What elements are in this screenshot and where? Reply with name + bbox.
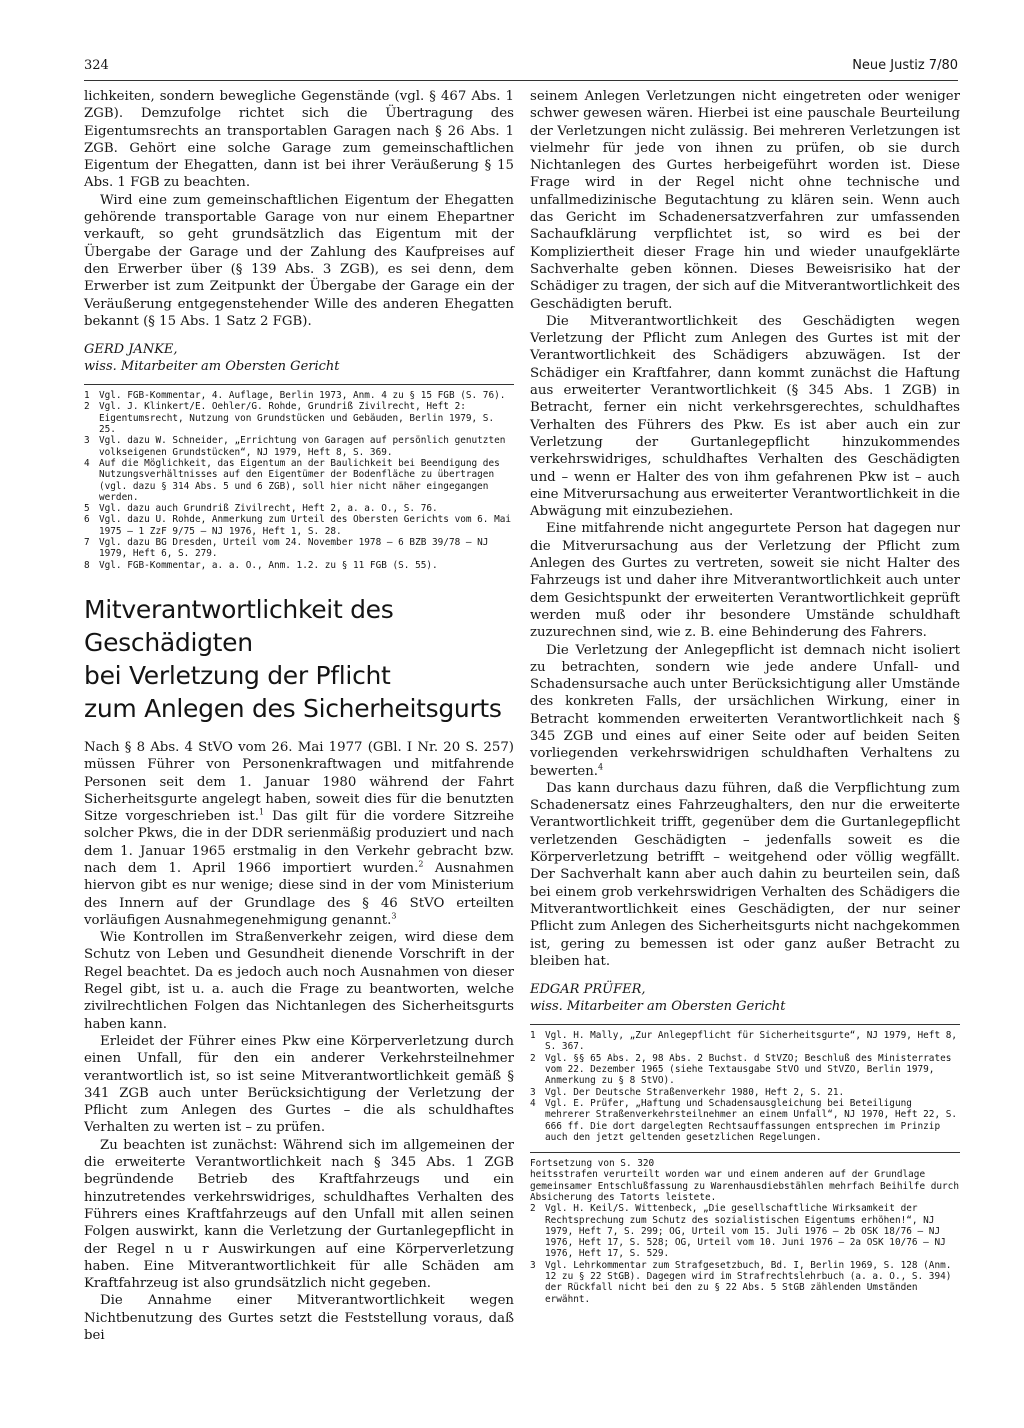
author-name: GERD JANKE, (84, 342, 178, 358)
continuation-text: heitsstrafen verurteilt worden war und einem anderen auf der Grundlage gemeinsamer Entschlußfassung zu Warenhausdiebstählen mehrfach Beihilfe durch Absicherung des Tatorts leistete. (530, 1169, 959, 1203)
text-run: Nach § 8 Abs. 4 StVO vom 26. Mai 1977 (GBl. I Nr. 20 S. 257) müssen Führer von Personenkraftwagen und mitfahrende Personen seit dem 1. Januar 1980 während der Fahrt Sicherheitsgurte angelegt haben, soweit dies für die benutzten Sitze vorgeschrieben ist. (84, 739, 514, 825)
article-headline (84, 593, 514, 725)
footnote (84, 537, 514, 560)
footnote-number: 2 (530, 1052, 536, 1064)
footnote-number: 5 (84, 503, 90, 515)
footnote (530, 1203, 960, 1259)
footnote-divider (530, 1024, 960, 1025)
author-role: wiss. Mitarbeiter am Obersten Gericht (84, 359, 340, 375)
footnote-ref: 3 (391, 911, 397, 921)
footnote-ref: 2 (418, 859, 424, 869)
footnote-number: 2 (84, 401, 90, 413)
right-column (530, 88, 960, 1305)
footnote (530, 1053, 960, 1087)
footnote-text: Vgl. FGB-Kommentar, 4. Auflage, Berlin 1973, Anm. 4 zu § 15 FGB (S. 76). (99, 390, 506, 402)
footnote (84, 401, 514, 435)
footnote-number: 8 (84, 559, 90, 571)
footnote (530, 1260, 960, 1305)
header-rule (84, 80, 958, 81)
paragraph: Zu beachten ist zunächst: Während sich im allgemeinen der die erweiterte Verantwortlichkeit nach § 345 Abs. 1 ZGB begründende Betrieb des Kraftfahrzeugs und ein hinzutretendes verkehrswidriges, schuldhaftes Verhalten des Führers eines Kraftfahrzeugs auf den Unfall mit allen seinen Folgen auswirkt, kann die Verletzung der Gurtanlegepflicht in der Regel n u r Auswirkungen auf eine Körperverletzung haben. Eine Mitverantwortlichkeit für alle Schäden am Kraftfahrzeug ist also grundsätzlich nicht gegeben. (84, 1137, 514, 1292)
footnote (84, 560, 514, 571)
footnote-number: 3 (530, 1086, 536, 1098)
left-column (84, 88, 514, 1344)
paragraph: Eine mitfahrende nicht angegurtete Person hat dagegen nur die Mitverursachung aus der Verletzung der Pflicht zum Anlegen des Gurtes zu vertreten, soweit sie nicht Halter des Fahrzeugs ist und daher ihre Mitverantwortlichkeit auch unter dem Gesichtspunkt der erweiterten Verantwortlichkeit geprüft werden muß oder ihr besondere Umstände schuldhaft zuzurechnen sind, wie z. B. eine Behinderung des Fahrers. (530, 521, 960, 641)
footnote-text: Vgl. Lehrkommentar zum Strafgesetzbuch, Bd. I, Berlin 1969, S. 128 (Anm. 12 zu § 22 StGB). Dagegen wird im Strafrechtslehrbuch (a. a. O., S. 394) der Rückfall nicht bei den zu § 22 Abs. 5 StGB zählenden Umständen erwähnt. (545, 1259, 952, 1305)
author-signature (530, 981, 960, 1015)
footnote-divider (84, 384, 514, 385)
journal-issue: Neue Justiz 7/80 (852, 58, 958, 73)
footnote (530, 1098, 960, 1143)
paragraph: Das kann durchaus dazu führen, daß die Verpflichtung zum Schadenersatz eines Fahrzeughalters, den nur die erweiterte Verantwortlichkeit trifft, gegenüber dem die Gurtanlegepflicht verletzenden Geschädigten – jedenfalls soweit es die Körperverletzung betrifft – weitgehend oder völlig wegfällt. Der Sachverhalt kann aber auch dahin zu beurteilen sein, daß bei einem grob verkehrswidrigen Verhalten des Schädigers die Mitverantwortlichkeit eines Geschädigten, der nur seiner Pflicht zum Anlegen des Sicherheitsgurts nicht nachgekommen ist, gering zu bemessen ist oder ganz außer Betracht zu bleiben hat. (530, 780, 960, 969)
headline-line: Mitverantwortlichkeit des Geschädigten (84, 594, 394, 657)
paragraph: Wie Kontrollen im Straßenverkehr zeigen, wird diese dem Schutz von Leben und Gesundheit dienende Vorschrift in der Regel beachtet. Da es jedoch auch noch Ausnahmen von dieser Regel gibt, ist u. a. auch die Frage zu beantworten, welche zivilrechtlichen Folgen das Nichtanlegen des Sicherheitsgurts haben kann. (84, 930, 514, 1032)
footnote-text: Auf die Möglichkeit, das Eigentum an der Baulichkeit bei Beendigung des Nutzungsverhältnisses auf den Eigentümer der Bodenfläche zu übertragen (vgl. dazu § 314 Abs. 5 und 6 ZGB), soll hier nicht näher eingegangen werden. (99, 457, 500, 503)
author-role: wiss. Mitarbeiter am Obersten Gericht (530, 999, 786, 1015)
footnote-text: Vgl. H. Keil/S. Wittenbeck, „Die gesellschaftliche Wirksamkeit der Rechtsprechung zum Schutz des sozialistischen Eigentums erhöhen!“, NJ 1979, Heft 7, S. 299; OG, Urteil vom 15. Juli 1976 – 2b OSK 18/76 – NJ 1976, Heft 17, S. 528; OG, Urteil vom 10. Juni 1976 – 2a OSK 10/76 – NJ 1976, Heft 17, S. 529. (545, 1203, 946, 1260)
footnote-number: 1 (530, 1030, 536, 1042)
footnote (530, 1087, 960, 1098)
footnote-ref: 4 (598, 762, 604, 772)
paragraph: Die Mitverantwortlichkeit des Geschädigten wegen Verletzung der Pflicht zum Anlegen des Gurtes ist mit der Verantwortlichkeit des Schädigers abzuwägen. Ist der Schädiger ein Kraftfahrer, dann kommt zunächst die Haftung aus erweiterter Verantwortlichkeit (§ 345 Abs. 1 ZGB) in Betracht, ferner ein nicht verkehrsgerechtes, schuldhaftes Verhalten des Führers des Pkw. Es ist aber auch ein zur Verletzung der Gurtanlegepflicht hinzukommendes verkehrswidriges, schuldhaftes Verhalten des Geschädigten und – wenn er Halter des von ihm gefahrenen Pkw ist – auch eine Mitverursachung aus erweiterter Verantwortlichkeit in die Abwägung mit einzubeziehen. (530, 313, 960, 520)
footnote-text: Vgl. dazu BG Dresden, Urteil vom 24. November 1978 – 6 BZB 39/78 – NJ 1979, Heft 6, S. 279. (99, 537, 489, 560)
paragraph: lichkeiten, sondern bewegliche Gegenstände (vgl. § 467 Abs. 1 ZGB). Demzufolge richtet sich die Übertragung des Eigentumsrechts an transportablen Garagen nach § 26 Abs. 1 ZGB. Gehört eine solche Garage zum gemeinschaftlichen Eigentum der Ehegatten, dann ist bei ihrer Veräußerung § 15 Abs. 1 FGB zu beachten. (84, 89, 514, 191)
footnote-text: Vgl. dazu auch Grundriß Zivilrecht, Heft 2, a. a. O., S. 76. (99, 503, 438, 515)
footnote-number: 3 (84, 435, 90, 447)
author-name: EDGAR PRÜFER, (530, 982, 646, 998)
continuation-divider (530, 1152, 960, 1153)
continuation-title: Fortsetzung von S. 320 (530, 1158, 655, 1170)
paragraph (84, 739, 514, 929)
footnote-text: Vgl. FGB-Kommentar, a. a. O., Anm. 1.2. zu § 11 FGB (S. 55). (99, 559, 438, 571)
footnote-list (84, 390, 514, 571)
paragraph: Erleidet der Führer eines Pkw eine Körperverletzung durch einen Unfall, für den ein anderer Verkehrsteilnehmer verantwortlich ist, so ist seine Mitverantwortlichkeit gemäß § 341 ZGB auch unter Berücksichtigung der Verletzung der Pflicht zum Anlegen des Gurtes – die als schuldhaftes Verhalten zu werten ist – zu prüfen. (84, 1033, 514, 1136)
text-run: Das gilt für die vordere Sitzreihe solcher Pkws, die in der DDR serienmäßig produziert und nach dem 1. Januar 1965 erstmalig in den Verkehr gebracht bzw. nach dem 1. April 1966 importiert wurden. (84, 809, 514, 876)
footnote (530, 1030, 960, 1053)
footnote-number: 1 (84, 390, 90, 402)
footnote (84, 390, 514, 401)
page-header (84, 58, 958, 76)
page-number: 324 (84, 58, 109, 73)
footnote (84, 503, 514, 514)
footnote-text: Vgl. Der Deutsche Straßenverkehr 1980, Heft 2, S. 21. (545, 1086, 845, 1098)
footnote-number: 4 (84, 457, 90, 469)
footnote-text: Vgl. dazu U. Rohde, Anmerkung zum Urteil des Obersten Gerichts vom 6. Mai 1975 – 1 ZzF 9/75 – NJ 1976, Heft 1, S. 28. (99, 514, 512, 537)
footnote (84, 435, 514, 458)
footnote-text: Vgl. dazu W. Schneider, „Errichtung von Garagen auf persönlich genutzten volkseigenen Grundstücken“, NJ 1979, Heft 8, S. 369. (99, 435, 506, 458)
footnote-text: Vgl. H. Mally, „Zur Anlegepflicht für Sicherheitsgurte“, NJ 1979, Heft 8, S. 367. (545, 1030, 958, 1053)
paragraph: seinem Anlegen Verletzungen nicht eingetreten oder weniger schwer gewesen wären. Hierbei ist eine pauschale Beurteilung der Verletzungen nicht zulässig. Bei mehreren Verletzungen ist vielmehr für jede von ihnen zu prüfen, ob sie durch Nichtanlegen des Gurtes herbeigeführt worden ist. Diese Frage wird in der Regel nicht ohne technische und unfallmedizinische Begutachtung zu klären sein. Wenn auch das Gericht im Schadenersatzverfahren zur umfassenden Sachaufklärung verpflichtet ist, so wird es bei der Kompliziertheit dieser Frage hin und wieder unaufgeklärte Sachverhalte geben können. Dieses Beweisrisiko hat der Schädiger zu tragen, der sich auf die Mitverantwortlichkeit des Geschädigten beruft. (530, 89, 960, 312)
paragraph (530, 642, 960, 780)
footnote-text: Vgl. J. Klinkert/E. Oehler/G. Rohde, Grundriß Zivilrecht, Heft 2: Eigentumsrecht, Nutzung von Grundstücken und Gebäuden, Berlin 1979, S. 25. (99, 401, 495, 436)
author-signature (84, 341, 514, 375)
paragraph: Wird eine zum gemeinschaftlichen Eigentum der Ehegatten gehörende transportable Garage von nur einem Ehepartner verkauft, so geht grundsätzlich das Eigentum mit der Übergabe der Garage und der Zahlung des Kaufpreises auf den Erwerber über (§ 139 Abs. 3 ZGB), es sei denn, dem Erwerber ist zum Zeitpunkt der Übergabe der Garage ein der Veräußerung entgegenstehender Wille des anderen Ehegatten bekannt (§ 15 Abs. 1 Satz 2 FGB). (84, 192, 514, 329)
continuation-footnotes (530, 1203, 960, 1305)
headline-line: zum Anlegen des Sicherheitsgurts (84, 693, 502, 723)
footnote-number: 3 (530, 1259, 536, 1271)
text-run: Die Verletzung der Anlegepflicht ist demnach nicht isoliert zu betrachten, sondern wie jede andere Unfall- und Schadensursache auch unter Berücksichtigung aller Umstände des konkreten Falls, der ursächlichen Wirkung, einer in Betracht kommenden erweiterten Verantwortlichkeit nach § 345 ZGB und eines auf einer Seite oder auf beiden Seiten vorliegenden verkehrswidrigen schuldhaften Verhaltens zu bewerten. (530, 642, 960, 779)
footnote-list (530, 1030, 960, 1143)
footnote-number: 4 (530, 1097, 536, 1109)
headline-line: bei Verletzung der Pflicht (84, 660, 391, 690)
footnote (84, 458, 514, 503)
paragraph: Die Annahme einer Mitverantwortlichkeit wegen Nichtbenutzung des Gurtes setzt die Feststellung voraus, daß bei (84, 1293, 514, 1343)
footnote-text: Vgl. E. Prüfer, „Haftung und Schadensausgleichung bei Beteiligung mehrerer Straßenverkehrsteilnehmer an einem Unfall“, NJ 1970, Heft 22, S. 666 ff. Die dort dargelegten Rechtsauffassungen entsprechen im Prinzip auch den jetzt geltenden gesetzlichen Regelungen. (545, 1097, 958, 1143)
footnote-number: 7 (84, 537, 90, 549)
footnote (84, 514, 514, 537)
footnote-number: 6 (84, 514, 90, 526)
footnote-text: Vgl. §§ 65 Abs. 2, 98 Abs. 2 Buchst. d StVZO; Beschluß des Ministerrates vom 22. Dezember 1965 (siehe Textausgabe StVO und StVZO, Berlin 1979, Anmerkung zu § 8 StVO). (545, 1052, 952, 1087)
text-run: Ausnahmen hiervon gibt es nur wenige; diese sind in der vom Ministerium des Innern auf der Grundlage des § 46 StVO erteilten vorläufigen Ausnahmegenehmigung genannt. (84, 860, 514, 928)
footnote-ref: 1 (258, 807, 265, 817)
footnote-number: 2 (530, 1203, 536, 1215)
